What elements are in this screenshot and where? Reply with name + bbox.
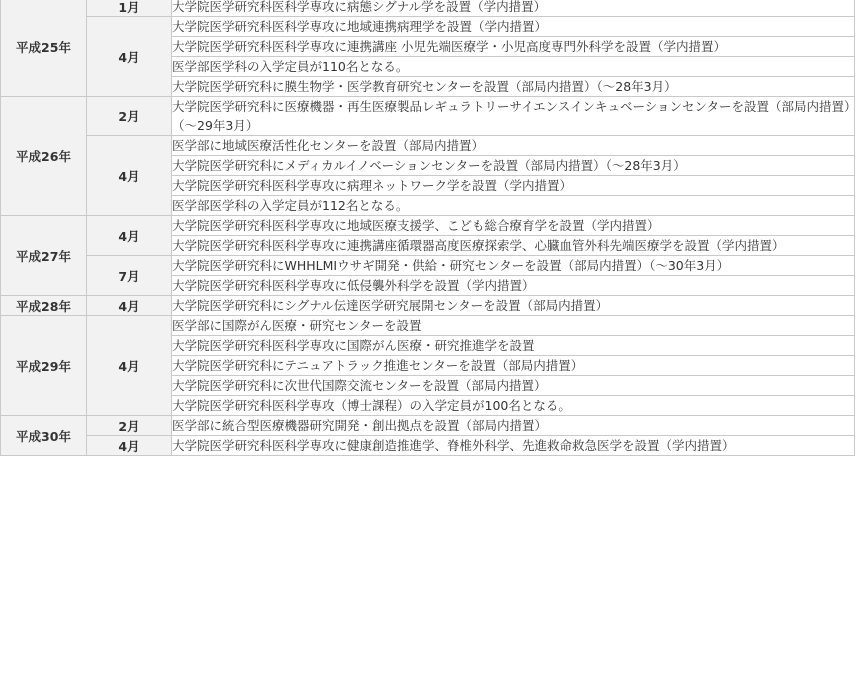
event-cell: 大学院医学研究科にテニュアトラック推進センターを設置（部局内措置） [172,356,855,376]
month-cell: 4月 [87,17,172,97]
event-cell: 大学院医学研究科医科学専攻に健康創造推進学、脊椎外科学、先進救命救急医学を設置（学内措置） [172,436,855,456]
month-cell: 4月 [87,436,172,456]
month-cell: 4月 [87,316,172,416]
year-cell: 平成30年 [1,416,87,456]
event-cell: 大学院医学研究科医科学専攻に低侵襲外科学を設置（学内措置） [172,276,855,296]
event-cell: 大学院医学研究科に膜生物学・医学教育研究センターを設置（部局内措置）（～28年3月） [172,77,855,97]
history-table-body [1,0,855,456]
event-cell: 大学院医学研究科医科学専攻に地域医療支援学、こども総合療育学を設置（学内措置） [172,216,855,236]
event-cell: 大学院医学研究科医科学専攻（博士課程）の入学定員が100名となる。 [172,396,855,416]
year-cell: 平成28年 [1,296,87,316]
table-row [1,416,855,436]
event-cell: 医学部に国際がん医療・研究センターを設置 [172,316,855,336]
month-cell: 4月 [87,216,172,256]
table-row [1,216,855,236]
event-cell: 大学院医学研究科に次世代国際交流センターを設置（部局内措置） [172,376,855,396]
year-cell: 平成25年 [1,0,87,97]
table-row [1,17,855,37]
month-cell: 2月 [87,416,172,436]
event-cell: 大学院医学研究科医科学専攻に病態シグナル学を設置（学内措置） [172,0,855,17]
event-cell: 大学院医学研究科にWHHLMIウサギ開発・供給・研究センターを設置（部局内措置）（～30年3月） [172,256,855,276]
event-cell: 医学部に統合型医療機器研究開発・創出拠点を設置（部局内措置） [172,416,855,436]
event-cell: 大学院医学研究科医科学専攻に病理ネットワーク学を設置（学内措置） [172,176,855,196]
event-cell: 大学院医学研究科にシグナル伝達医学研究展開センターを設置（部局内措置） [172,296,855,316]
year-cell: 平成26年 [1,97,87,216]
event-cell: 医学部医学科の入学定員が110名となる。 [172,57,855,77]
table-row [1,0,855,17]
month-cell: 2月 [87,97,172,136]
event-cell: 大学院医学研究科医科学専攻に地域連携病理学を設置（学内措置） [172,17,855,37]
event-cell: 医学部医学科の入学定員が112名となる。 [172,196,855,216]
month-cell: 7月 [87,256,172,296]
table-row [1,136,855,156]
table-row [1,436,855,456]
month-cell: 4月 [87,296,172,316]
table-row [1,316,855,336]
event-cell: 大学院医学研究科に医療機器・再生医療製品レギュラトリーサイエンスインキュベーションセンターを設置（部局内措置）（～29年3月） [172,97,855,136]
event-cell: 大学院医学研究科医科学専攻に連携講座循環器高度医療探索学、心臓血管外科先端医療学を設置（学内措置） [172,236,855,256]
year-cell: 平成27年 [1,216,87,296]
table-row [1,296,855,316]
month-cell: 4月 [87,136,172,216]
table-row [1,256,855,276]
event-cell: 大学院医学研究科医科学専攻に連携講座 小児先端医療学・小児高度専門外科学を設置（学内措置） [172,37,855,57]
month-cell: 1月 [87,0,172,17]
year-cell: 平成29年 [1,316,87,416]
event-cell: 医学部に地域医療活性化センターを設置（部局内措置） [172,136,855,156]
table-row [1,97,855,136]
event-cell: 大学院医学研究科医科学専攻に国際がん医療・研究推進学を設置 [172,336,855,356]
event-cell: 大学院医学研究科にメディカルイノベーションセンターを設置（部局内措置）（～28年3月） [172,156,855,176]
